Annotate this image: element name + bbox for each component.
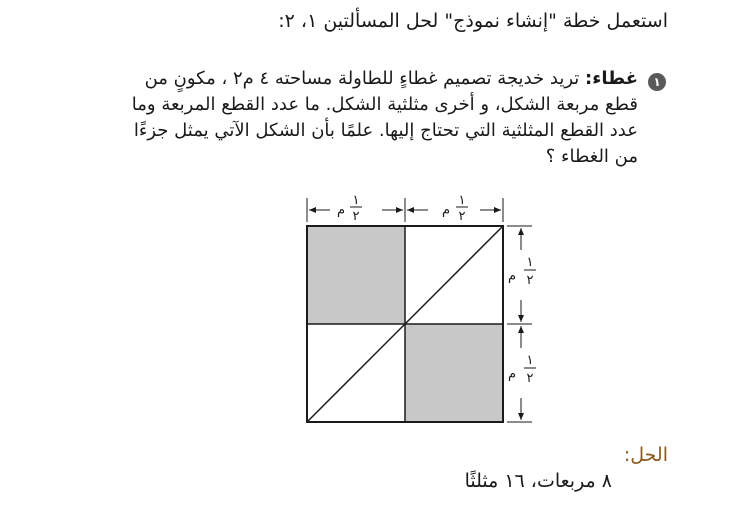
right-top-frac-num: ١ <box>526 255 534 270</box>
top-left-frac-den: ٢ <box>352 209 360 224</box>
right-bottom-frac-num: ١ <box>526 353 534 368</box>
right-bottom-frac-den: ٢ <box>526 371 534 386</box>
problem-number-badge: ١ <box>648 73 666 91</box>
top-right-frac-num: ١ <box>458 193 466 208</box>
right-bottom-unit: م <box>507 367 517 382</box>
right-top-frac-den: ٢ <box>526 273 534 288</box>
shaded-square-bottom-right <box>405 324 503 422</box>
top-right-frac-den: ٢ <box>458 209 466 224</box>
right-top-unit: م <box>507 269 517 284</box>
solution-answer: ٨ مربعات، ١٦ مثلثًا <box>464 470 612 492</box>
top-label-right <box>442 193 468 224</box>
instructions-text: استعمل خطة "إنشاء نموذج" لحل المسألتين ١، ٢: <box>278 10 668 32</box>
right-label-bottom <box>508 353 536 386</box>
top-right-unit: م <box>441 203 451 218</box>
solution-label: الحل: <box>623 444 668 466</box>
problem-keyword: غطاء: <box>585 68 638 89</box>
top-left-unit: م <box>336 203 346 218</box>
top-left-frac-num: ١ <box>352 193 360 208</box>
top-label-left <box>337 193 362 224</box>
right-label-top <box>508 255 536 288</box>
problem-body: تريد خديجة تصميم غطاءٍ للطاولة مساحته ٤ م٢ ، مكونٍ من قطع مربعة الشكل، و أخرى مثلثية الشكل. ما عدد القطع المربعة وما عدد القطع المثلثية التي تحتاج إليها. علمًا بأن الشكل الآتي يمثل جزءًا من الغطاء ؟ <box>131 68 638 167</box>
shaded-square-top-left <box>307 226 405 324</box>
